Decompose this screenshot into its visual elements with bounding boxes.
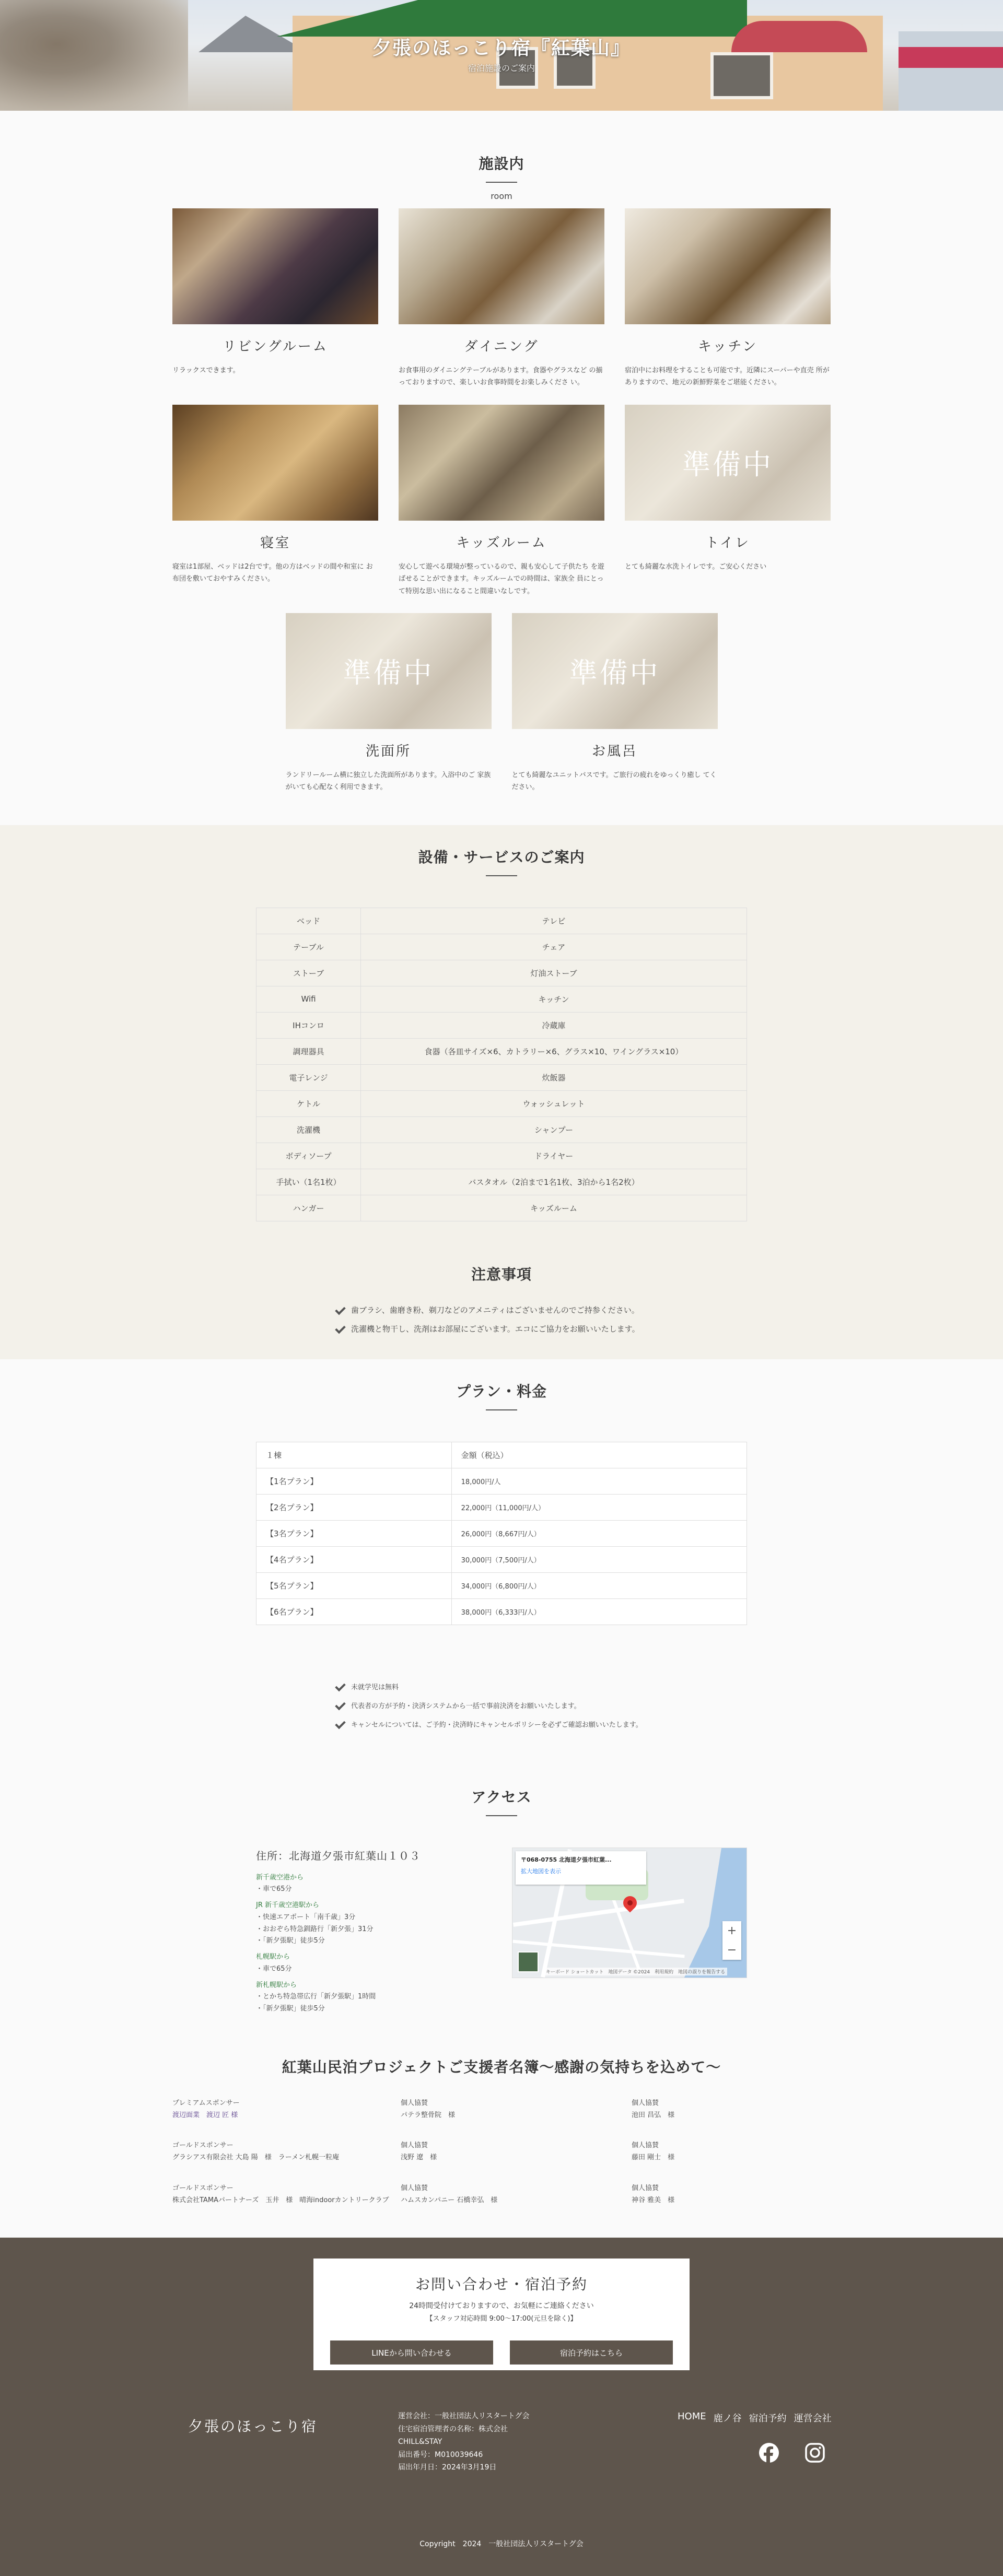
preparing-overlay: 準備中	[512, 613, 718, 729]
room-photo	[286, 613, 492, 729]
table-cell: ケトル	[256, 1090, 361, 1116]
table-row	[256, 1572, 747, 1598]
note-item	[334, 1320, 669, 1338]
table-cell: 冷蔵庫	[361, 1012, 747, 1038]
table-cell: 洗濯機	[256, 1116, 361, 1143]
sponsor-name: 神谷 雅美 様	[632, 2196, 675, 2204]
map-info-card	[516, 1851, 646, 1885]
route-line: ・「新夕張駅」徒歩5分	[256, 1937, 325, 1945]
sponsor-label: 個人協賛	[401, 2099, 428, 2107]
table-header-row	[256, 1442, 747, 1468]
map-layer-thumbnail[interactable]	[518, 1951, 539, 1972]
footer-info-line: 運営会社：一般社団法人リスタートグ会	[398, 2412, 530, 2421]
note-item	[334, 1301, 669, 1320]
table-cell: 38,000円（6,333円/人）	[451, 1598, 747, 1625]
sponsor-entry	[172, 2140, 401, 2164]
google-map[interactable]	[512, 1848, 747, 1978]
room-card-washroom	[286, 613, 492, 794]
address: 住所：北海道夕張市紅葉山１０３	[256, 1849, 421, 1862]
hero	[0, 0, 1003, 111]
sponsor-label: ゴールドスポンサー	[172, 2142, 234, 2150]
title-underline	[486, 182, 517, 183]
check-icon	[334, 1323, 346, 1335]
sponsor-name: ハムスカンパニー 石橋幸弘 様	[401, 2196, 498, 2204]
sponsor-name: 株式会社TAMAパートナーズ 玉井 様 晴海indoorカントリークラブ	[172, 2196, 389, 2204]
room-name: 洗面所	[365, 743, 411, 759]
sponsors-section	[0, 2040, 1003, 2238]
map-zoom-control	[722, 1921, 741, 1960]
title-underline	[486, 1409, 517, 1410]
notes-list	[334, 1301, 669, 1338]
sponsor-label: 個人協賛	[401, 2142, 428, 2150]
room-card-kitchen	[625, 208, 831, 389]
table-row	[256, 1116, 747, 1143]
table-row	[256, 1468, 747, 1494]
room-card-toilet	[625, 405, 831, 597]
note-text: 代表者の方が予約・決済システムから一括で事前決済をお願いいたします。	[351, 1702, 581, 1711]
table-cell: 【6名プラン】	[256, 1598, 452, 1625]
table-cell: 【1名プラン】	[256, 1468, 452, 1494]
plan-notes	[334, 1677, 669, 1734]
footer-nav-reserve[interactable]: 宿泊予約	[749, 2413, 787, 2425]
preparing-overlay: 準備中	[625, 405, 831, 521]
table-cell: テーブル	[256, 934, 361, 960]
sponsor-entry	[632, 2140, 831, 2164]
room-card-dining	[399, 208, 604, 389]
rooms-section	[0, 111, 1003, 825]
table-row	[256, 934, 747, 960]
room-name: お風呂	[591, 743, 637, 759]
table-row	[256, 1143, 747, 1169]
reserve-button[interactable]: 宿泊予約はこちら	[510, 2340, 673, 2365]
map-attribution: キーボード ショートカット 地図データ ©2024 利用規約 地図の誤りを報告する	[544, 1968, 727, 1975]
table-cell: 【3名プラン】	[256, 1520, 452, 1546]
room-card-bedroom	[172, 405, 378, 597]
sponsor-name: 浅野 遼 様	[401, 2154, 437, 2162]
sponsor-name[interactable]: 渡辺面業 渡辺 匠 様	[172, 2111, 238, 2119]
sponsors-grid	[172, 2098, 831, 2207]
table-row	[256, 1546, 747, 1572]
contact-title: お問い合わせ・宿泊予約	[415, 2276, 588, 2293]
facilities-section	[0, 825, 1003, 1359]
facilities-table	[256, 908, 747, 1221]
room-desc: 安心して遊べる環境が整っているので、親も安心して子供たち を遊ばせることができます。キッズルームでの時間は、家族全 員にとって特別な思い出になること間違いなしです。	[399, 562, 604, 595]
note-text: キャンセルについては、ご予約・決済時にキャンセルポリシーを必ずご確認お願いいたします。	[351, 1721, 643, 1730]
room-name: キッチン	[697, 339, 758, 355]
notes-block	[0, 1221, 1003, 1359]
copyright: Copyright 2024 一般社団法人リスタートグ会	[419, 2540, 584, 2549]
table-cell: バスタオル（2泊まで1名1枚、3泊から1名2枚）	[361, 1169, 747, 1195]
table-row	[256, 1012, 747, 1038]
route-line: ・車で65分	[256, 1885, 292, 1893]
room-name: リビングルーム	[223, 339, 328, 355]
facebook-icon[interactable]	[759, 2442, 779, 2463]
route-block	[256, 1980, 486, 2015]
instagram-icon[interactable]	[804, 2442, 825, 2463]
title-underline	[486, 875, 517, 876]
hero-title: 夕張のほっこり宿『紅葉山』	[372, 38, 631, 59]
contact-hours: 【スタッフ対応時間 9:00〜17:00(元旦を除く)】	[426, 2315, 577, 2323]
footer-nav-home[interactable]: HOME	[678, 2411, 706, 2422]
route-line: ・「新夕張駅」徒歩5分	[256, 2005, 325, 2013]
table-cell: 30,000円（7,500円/人）	[451, 1546, 747, 1572]
table-row	[256, 1520, 747, 1546]
rooms-title: 施設内	[479, 155, 524, 172]
room-name: キッズルーム	[456, 535, 547, 551]
room-desc: 宿泊中にお料理をすることも可能です。近隣にスーパーや直売 所がありますので、地元の新鮮野菜をご堪能ください。	[625, 367, 830, 387]
room-desc: 寝室は1部屋、ベッドは2台です。他の方はベッドの間や和室に お布団を敷いておやすみください。	[172, 562, 373, 583]
table-row	[256, 1064, 747, 1090]
sponsor-label: 個人協賛	[632, 2099, 659, 2107]
table-cell: 【2名プラン】	[256, 1494, 452, 1520]
route-line: ・車で65分	[256, 1965, 292, 1973]
sponsor-label: プレミアムスポンサー	[172, 2099, 240, 2107]
sponsor-label: 個人協賛	[401, 2184, 428, 2192]
footer-nav	[678, 2411, 832, 2425]
footer-info-line: CHILL&STAY	[398, 2438, 442, 2446]
room-desc: リラックスできます。	[172, 367, 240, 374]
table-cell: 【5名プラン】	[256, 1572, 452, 1598]
table-cell: 食器（各皿サイズ×6、カトラリー×6、グラス×10、ワイングラス×10）	[361, 1038, 747, 1064]
room-name: ダイニング	[464, 339, 539, 355]
plan-table	[256, 1442, 747, 1625]
plan-title: プラン・料金	[456, 1382, 547, 1400]
route-block	[256, 1900, 486, 1947]
room-photo	[625, 405, 831, 521]
table-cell: 18,000円/人	[451, 1468, 747, 1494]
route-title: 新千歳空港から	[256, 1873, 304, 1881]
table-row	[256, 1195, 747, 1221]
hero-subtitle: 宿泊施設のご案内	[468, 63, 535, 73]
note-item	[334, 1677, 669, 1696]
sponsors-title: 紅葉山民泊プロジェクトご支援者名簿〜感謝の気持ちを込めて〜	[282, 2058, 721, 2076]
table-cell: 灯油ストーブ	[361, 960, 747, 986]
table-cell: テレビ	[361, 908, 747, 934]
table-row	[256, 986, 747, 1012]
footer-info	[398, 2410, 529, 2474]
footer-nav-shikanotani[interactable]: 鹿ノ谷	[713, 2413, 742, 2425]
table-row	[256, 1090, 747, 1116]
sponsor-name: グラシアス有限会社 大島 陽 様 ラーメン札幌一粒庵	[172, 2154, 340, 2162]
zoom-out-button[interactable]: −	[727, 1943, 737, 1957]
notes-title: 注意事項	[471, 1265, 532, 1283]
route-title: 札幌駅から	[256, 1953, 290, 1961]
route-line: ・快速エアポート「南千歳」3分	[256, 1913, 356, 1921]
sponsor-entry	[401, 2183, 632, 2207]
sponsor-label: 個人協賛	[632, 2142, 659, 2150]
room-photo	[512, 613, 718, 729]
table-cell: 26,000円（8,667円/人）	[451, 1520, 747, 1546]
footer-nav-company[interactable]: 運営会社	[794, 2413, 832, 2425]
room-photo	[172, 405, 378, 521]
room-desc: ランドリールーム横に独立した洗面所があります。入浴中のご 家族がいても心配なく利用できます。	[285, 771, 491, 792]
note-text: 洗濯機と物干し、洗剤はお部屋にございます。エコにご協力をお願いいたします。	[351, 1324, 640, 1334]
access-section	[0, 1765, 1003, 2040]
table-cell: ウォッシュレット	[361, 1090, 747, 1116]
sponsor-name: 藤田 剛士 様	[632, 2154, 675, 2162]
room-name: 寝室	[260, 535, 290, 551]
rooms-subtitle: room	[491, 191, 512, 201]
table-cell: Wifi	[256, 986, 361, 1012]
note-text: 歯ブラシ、歯磨き粉、剃刀などのアメニティはございませんのでご持参ください。	[351, 1305, 639, 1315]
table-cell: シャンプー	[361, 1116, 747, 1143]
sponsor-entry	[172, 2098, 401, 2122]
check-icon	[334, 1719, 346, 1730]
room-photo	[625, 208, 831, 324]
sponsor-entry	[172, 2183, 401, 2207]
table-cell: チェア	[361, 934, 747, 960]
table-cell: 手拭い（1名1枚）	[256, 1169, 361, 1195]
footer-info-line: 住宅宿泊管理者の名称：株式会社	[398, 2425, 508, 2433]
preparing-overlay: 準備中	[286, 613, 492, 729]
room-photo	[172, 208, 378, 324]
route-line: ・とかち特急帯広行「新夕張駅」1時間	[256, 1993, 376, 2001]
footer-info-line: 届出年月日：2024年3月19日	[398, 2463, 497, 2472]
table-row	[256, 1169, 747, 1195]
footer	[0, 2238, 1003, 2576]
table-row	[256, 1494, 747, 1520]
access-title: アクセス	[471, 1788, 532, 1806]
table-row	[256, 1598, 747, 1625]
route-list	[256, 1872, 486, 2015]
room-desc: とても綺麗な水洗トイレです。ご安心ください	[625, 562, 767, 571]
table-cell: ベッド	[256, 908, 361, 934]
room-photo	[399, 405, 604, 521]
contact-line: 24時間受付けておりますので、お気軽にご連絡ください	[409, 2302, 594, 2311]
table-row	[256, 1038, 747, 1064]
facilities-title: 設備・サービスのご案内	[418, 848, 585, 866]
room-card-living	[172, 208, 378, 389]
table-header-cell: １棟	[256, 1442, 452, 1468]
table-cell: キッチン	[361, 986, 747, 1012]
hero-roof	[277, 0, 747, 37]
room-photo	[399, 208, 604, 324]
sponsor-label: 個人協賛	[632, 2184, 659, 2192]
sponsor-entry	[632, 2098, 831, 2122]
sponsor-name: パテラ整骨院 様	[401, 2111, 456, 2119]
plan-section	[0, 1359, 1003, 1765]
route-block	[256, 1951, 486, 1975]
note-item	[334, 1715, 669, 1734]
footer-logo[interactable]: 夕張のほっこり宿	[188, 2418, 318, 2436]
title-underline	[486, 1815, 517, 1816]
check-icon	[334, 1304, 346, 1316]
note-item	[334, 1696, 669, 1715]
room-card-kids	[399, 405, 604, 597]
table-row	[256, 960, 747, 986]
route-line: ・おおぞら特急釧路行「新夕張」31分	[256, 1925, 374, 1933]
route-block	[256, 1872, 486, 1896]
check-icon	[334, 1700, 346, 1711]
table-header-cell: 金額（税込）	[451, 1442, 747, 1468]
table-cell: 電子レンジ	[256, 1064, 361, 1090]
sponsor-name: 池田 昌弘 様	[632, 2111, 675, 2119]
access-info	[256, 1848, 486, 2019]
sponsor-label: ゴールドスポンサー	[172, 2184, 234, 2192]
zoom-in-button[interactable]: +	[727, 1924, 737, 1937]
contact-box	[313, 2259, 690, 2370]
table-cell: ボディソープ	[256, 1143, 361, 1169]
table-cell: 22,000円（11,000円/人）	[451, 1494, 747, 1520]
table-cell: キッズルーム	[361, 1195, 747, 1221]
check-icon	[334, 1681, 346, 1692]
table-cell: ドライヤー	[361, 1143, 747, 1169]
route-title: 新札幌駅から	[256, 1981, 297, 1989]
route-title: JR 新千歳空港駅から	[256, 1901, 319, 1910]
table-cell: ストーブ	[256, 960, 361, 986]
table-cell: 【4名プラン】	[256, 1546, 452, 1572]
room-card-bath	[512, 613, 718, 794]
table-cell: 炊飯器	[361, 1064, 747, 1090]
table-row	[256, 908, 747, 934]
table-cell: 34,000円（6,800円/人）	[451, 1572, 747, 1598]
table-cell: 調理器具	[256, 1038, 361, 1064]
room-desc: とても綺麗なユニットバスです。ご旅行の疲れをゆっくり癒し てください。	[511, 771, 717, 792]
room-desc: お食事用のダイニングテーブルがあります。食器やグラスなど の揃っておりますので、楽しいお食事時間をお楽しみくださ い。	[399, 367, 603, 387]
map-card-title: 〒068-0755 北海道夕張市紅葉...	[521, 1856, 612, 1863]
table-cell: ハンガー	[256, 1195, 361, 1221]
map-enlarge-link[interactable]: 拡大地図を表示	[521, 1867, 561, 1875]
footer-info-line: 届出番号：M010039646	[398, 2450, 483, 2459]
sponsor-entry	[401, 2140, 632, 2164]
note-text: 未就学児は無料	[351, 1684, 399, 1692]
room-name: トイレ	[705, 535, 750, 551]
table-cell: IHコンロ	[256, 1012, 361, 1038]
social-links	[759, 2442, 825, 2463]
sponsor-entry	[401, 2098, 632, 2122]
sponsor-entry	[632, 2183, 831, 2207]
line-contact-button[interactable]: LINEから問い合わせる	[330, 2340, 493, 2365]
